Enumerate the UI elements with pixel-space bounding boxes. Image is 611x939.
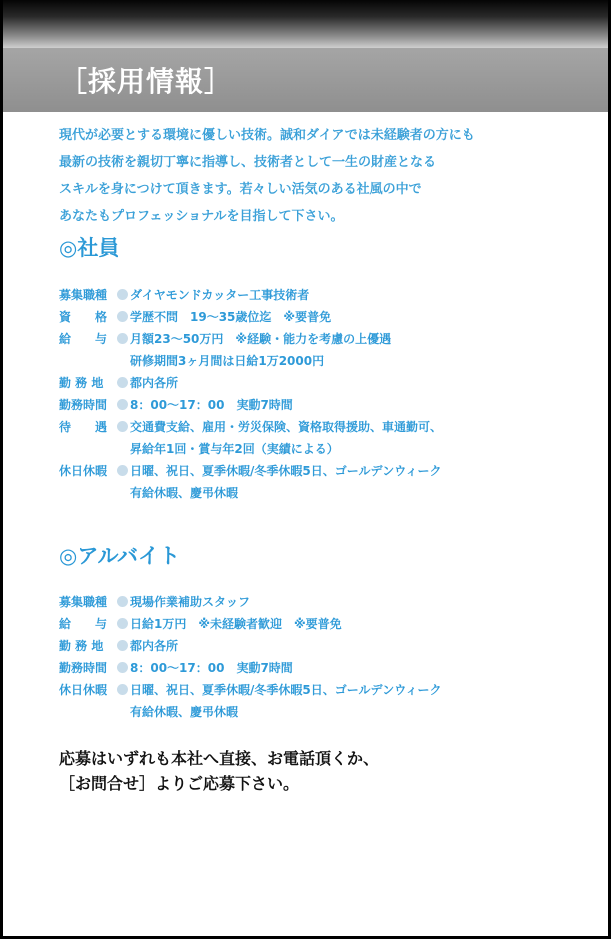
detail-label: 給 与	[59, 617, 108, 631]
bullet-dot-icon	[117, 421, 128, 432]
bullet-dot-icon	[117, 311, 128, 322]
bullet-dot-icon	[117, 333, 128, 344]
detail-row	[59, 416, 599, 460]
top-gradient-band	[3, 0, 608, 48]
bullet-dot-icon	[117, 596, 128, 607]
detail-value: 日給1万円 ※未経験者歓迎 ※要普免	[130, 617, 342, 631]
employee-section-title: ◎社員	[59, 236, 120, 260]
detail-label: 勤 務 地	[59, 639, 104, 653]
bullet-dot-icon	[117, 618, 128, 629]
detail-label: 休日休暇	[59, 464, 108, 478]
detail-label: 勤務時間	[59, 661, 108, 675]
closing-line: ［お問合せ］よりご応募下さい。	[59, 774, 300, 793]
detail-row	[59, 657, 599, 679]
bullet-dot-icon	[117, 662, 128, 673]
detail-label: 募集職種	[59, 595, 108, 609]
detail-row	[59, 394, 599, 416]
intro-line: スキルを身につけて頂きます。若々しい活気のある社風の中で	[59, 182, 422, 197]
bullet-dot-icon	[117, 465, 128, 476]
detail-value: 有給休暇、慶弔休暇	[130, 486, 239, 500]
detail-label: 募集職種	[59, 288, 108, 302]
intro-line: 現代が必要とする環境に優しい技術。誠和ダイアでは未経験者の方にも	[59, 128, 475, 143]
bullet-dot-icon	[117, 684, 128, 695]
detail-value: 昇給年1回・賞与年2回（実績による）	[130, 442, 339, 456]
detail-value: 8：00～17：00 実動7時間	[130, 398, 293, 412]
detail-row	[59, 284, 599, 306]
parttime-section-title: ◎アルバイト	[59, 544, 181, 568]
detail-row	[59, 328, 599, 372]
detail-value: 都内各所	[130, 376, 179, 390]
detail-row	[59, 613, 599, 635]
content-panel	[3, 48, 608, 936]
page-title: ［採用情報］	[59, 65, 234, 98]
detail-value: 現場作業補助スタッフ	[130, 595, 251, 609]
bullet-dot-icon	[117, 399, 128, 410]
detail-label: 待 遇	[59, 420, 108, 434]
detail-row	[59, 460, 599, 504]
detail-value: 有給休暇、慶弔休暇	[130, 705, 239, 719]
intro-text	[59, 122, 579, 230]
employee-details	[59, 284, 599, 504]
detail-value: ダイヤモンドカッター工事技術者	[130, 288, 310, 302]
detail-row	[59, 306, 599, 328]
bullet-dot-icon	[117, 640, 128, 651]
detail-row	[59, 591, 599, 613]
detail-value: 都内各所	[130, 639, 179, 653]
bullet-dot-icon	[117, 377, 128, 388]
detail-label: 給 与	[59, 332, 108, 346]
parttime-details	[59, 591, 599, 723]
bullet-dot-icon	[117, 289, 128, 300]
detail-row	[59, 635, 599, 657]
detail-value: 交通費支給、雇用・労災保険、資格取得援助、車通勤可、	[130, 420, 443, 434]
closing-message	[59, 746, 579, 796]
intro-line: あなたもプロフェッショナルを目指して下さい。	[59, 209, 344, 224]
detail-value: 学歴不問 19～35歳位迄 ※要普免	[130, 310, 332, 324]
detail-value: 月額23～50万円 ※経験・能力を考慮の上優遇	[130, 332, 392, 346]
detail-label: 勤 務 地	[59, 376, 104, 390]
detail-label: 勤務時間	[59, 398, 108, 412]
detail-value: 日曜、祝日、夏季休暇/冬季休暇5日、ゴールデンウィーク	[130, 683, 442, 697]
detail-value: 8：00～17：00 実動7時間	[130, 661, 293, 675]
detail-row	[59, 372, 599, 394]
intro-line: 最新の技術を親切丁寧に指導し、技術者として一生の財産となる	[59, 155, 437, 170]
closing-line: 応募はいずれも本社へ直接、お電話頂くか、	[59, 749, 380, 768]
detail-label: 休日休暇	[59, 683, 108, 697]
detail-value: 研修期間3ヶ月間は日給1万2000円	[130, 354, 325, 368]
header-bar	[3, 48, 608, 112]
detail-value: 日曜、祝日、夏季休暇/冬季休暇5日、ゴールデンウィーク	[130, 464, 442, 478]
detail-label: 資 格	[59, 310, 108, 324]
detail-row	[59, 679, 599, 723]
